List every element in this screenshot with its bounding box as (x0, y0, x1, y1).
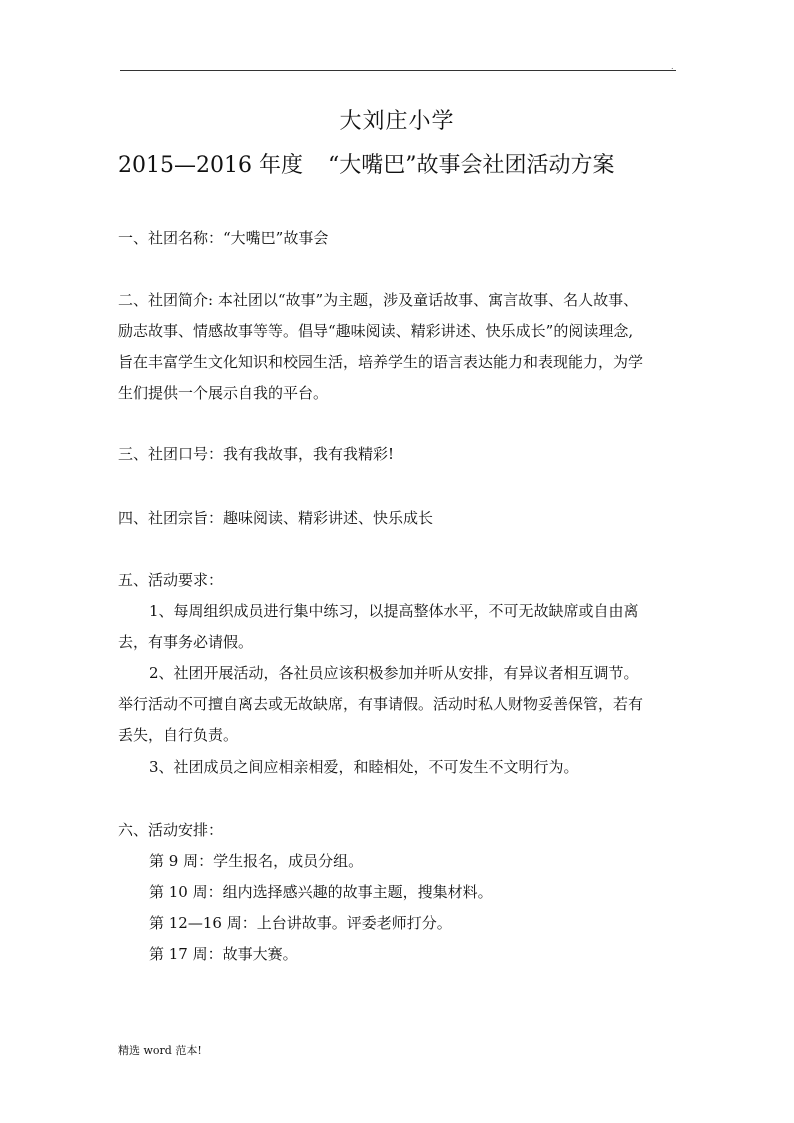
requirement-3: 3、社团成员之间应相亲相爱，和睦相处，不可发生不文明行为。 (149, 758, 579, 776)
section-schedule-heading: 六、活动安排： (118, 821, 224, 839)
section-intro-line-4: 生们提供一个展示自我的平台。 (118, 384, 329, 402)
year-title: 2015—2016 年度 (118, 153, 303, 178)
requirement-1-line-2: 去，有事务必请假。 (118, 633, 254, 651)
schedule-item-4: 第 17 周：故事大赛。 (149, 945, 298, 963)
section-name: 一、社团名称：“大嘴巴”故事会 (118, 229, 329, 247)
requirement-2-line-1: 2、社团开展活动，各社员应该积极参加并听从安排，有异议者相互调节。 (149, 664, 639, 682)
section-intro-line-3: 旨在丰富学生文化知识和校园生活，培养学生的语言表达能力和表现能力，为学 (118, 353, 644, 371)
section-purpose: 四、社团宗旨：趣味阅读、精彩讲述、快乐成长 (118, 509, 434, 527)
requirement-1-line-1: 1、每周组织成员进行集中练习，以提高整体水平，不可无故缺席或自由离 (149, 602, 639, 620)
header-rule (120, 70, 676, 71)
schedule-item-3: 第 12—16 周：上台讲故事。评委老师打分。 (149, 914, 452, 932)
section-slogan: 三、社团口号：我有我故事，我有我精彩! (118, 445, 395, 463)
footer-text: 精选 word 范本! (118, 1044, 202, 1057)
requirement-2-line-2: 举行活动不可擅自离去或无故缺席，有事请假。活动时私人财物妥善保管，若有 (118, 695, 644, 713)
schedule-item-1: 第 9 周：学生报名，成员分组。 (149, 852, 364, 870)
requirement-2-line-3: 丢失，自行负责。 (118, 726, 239, 744)
section-requirements-heading: 五、活动要求： (118, 571, 224, 589)
school-title: 大刘庄小学 (339, 109, 455, 134)
section-intro-line-1: 二、社团简介: 本社团以“故事”为主题，涉及童话故事、寓言故事、名人故事、 (118, 291, 639, 309)
schedule-item-2: 第 10 周：组内选择感兴趣的故事主题，搜集材料。 (149, 883, 493, 901)
plan-title: “大嘴巴”故事会社团活动方案 (328, 153, 615, 178)
section-intro-line-2: 励志故事、情感故事等等。倡导“趣味阅读、精彩讲述、快乐成长”的阅读理念, (118, 322, 634, 340)
header-dot: . (671, 62, 674, 71)
